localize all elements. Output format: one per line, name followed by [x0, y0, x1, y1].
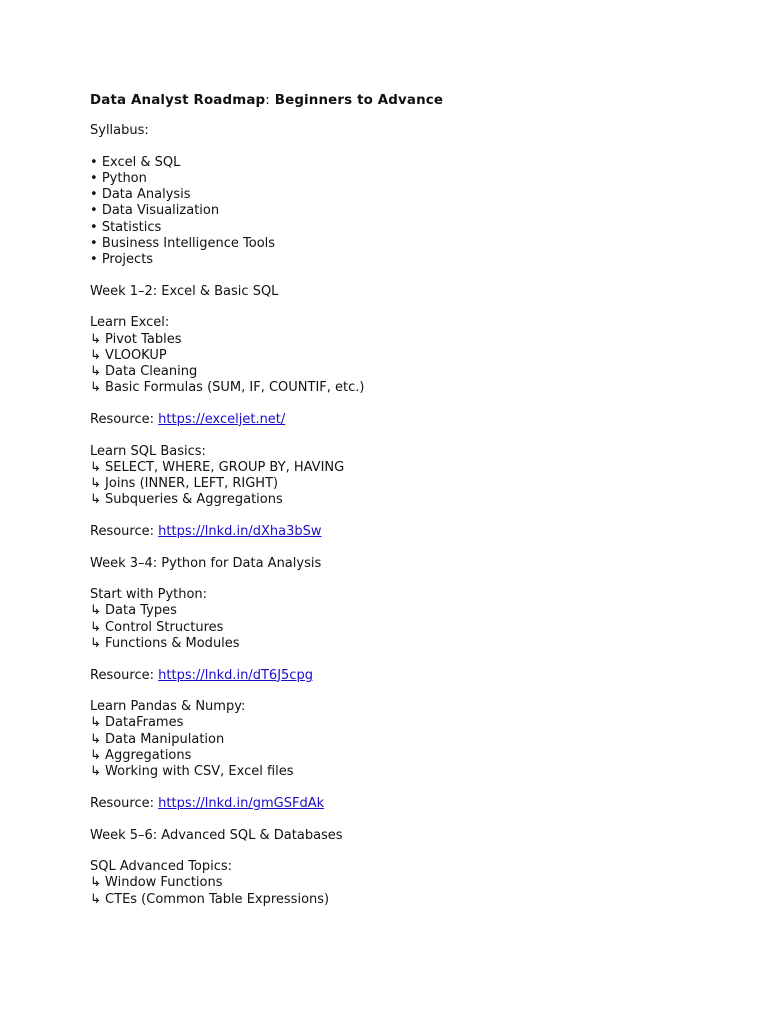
arrow-icon: ↳ [90, 603, 101, 619]
topic-label: Working with CSV, Excel files [105, 764, 294, 780]
section-heading: Learn SQL Basics: [90, 443, 206, 459]
spacer [90, 572, 730, 588]
week-heading: Week 3–4: Python for Data Analysis [90, 555, 322, 571]
arrow-icon: ↳ [90, 619, 101, 635]
resource-line [90, 796, 730, 812]
arrow-icon: ↳ [90, 347, 101, 363]
section-heading: Start with Python: [90, 587, 208, 603]
week-heading: Week 5–6: Advanced SQL & Databases [90, 827, 343, 843]
topic-item [90, 364, 730, 380]
resource-label: Resource: [90, 523, 154, 539]
topic-label: VLOOKUP [105, 347, 167, 363]
topic-item [90, 764, 730, 780]
bullet-glyph: • [90, 154, 98, 170]
topic-item [90, 875, 730, 891]
bullet-glyph: • [90, 203, 98, 219]
syllabus-item [90, 252, 730, 268]
document-page [90, 92, 730, 908]
bullet-glyph: • [90, 235, 98, 251]
syllabus-item-label: Data Analysis [101, 187, 191, 203]
topic-item [90, 460, 730, 476]
arrow-icon: ↳ [90, 731, 101, 747]
spacer [90, 139, 730, 155]
topic-label: Data Cleaning [105, 363, 198, 379]
topic-label: Window Functions [105, 875, 223, 891]
page-title [90, 92, 730, 110]
title-part-2: Beginners to Advance [274, 93, 444, 108]
spacer [90, 300, 730, 316]
spacer [90, 844, 730, 860]
spacer [90, 652, 730, 668]
syllabus-item [90, 155, 730, 171]
syllabus-item-label: Excel & SQL [101, 154, 181, 170]
topic-item [90, 636, 730, 652]
topic-item [90, 603, 730, 619]
syllabus-item-label: Data Visualization [101, 203, 220, 219]
arrow-icon: ↳ [90, 715, 101, 731]
spacer [90, 428, 730, 444]
spacer [90, 268, 730, 284]
topic-label: Pivot Tables [105, 331, 182, 347]
topic-item [90, 892, 730, 908]
resource-link-excel[interactable]: https://exceljet.net/ [158, 411, 286, 427]
syllabus-item-label: Business Intelligence Tools [101, 235, 276, 251]
topic-label: Aggregations [105, 747, 192, 763]
arrow-icon: ↳ [90, 875, 101, 891]
section-heading: SQL Advanced Topics: [90, 859, 233, 875]
topic-item [90, 715, 730, 731]
syllabus-item [90, 187, 730, 203]
syllabus-list [90, 155, 730, 268]
topic-item [90, 492, 730, 508]
spacer [90, 396, 730, 412]
bullet-glyph: • [90, 251, 98, 267]
spacer [90, 812, 730, 828]
syllabus-item [90, 220, 730, 236]
resource-link-pandas[interactable]: https://lnkd.in/gmGSFdAk [158, 795, 325, 811]
topic-label: SELECT, WHERE, GROUP BY, HAVING [105, 459, 345, 475]
week-heading: Week 1–2: Excel & Basic SQL [90, 283, 279, 299]
syllabus-item [90, 171, 730, 187]
arrow-icon: ↳ [90, 747, 101, 763]
title-separator: : [265, 93, 270, 108]
section-heading: Learn Pandas & Numpy: [90, 699, 246, 715]
arrow-icon: ↳ [90, 891, 101, 907]
topic-item [90, 732, 730, 748]
topic-label: Joins (INNER, LEFT, RIGHT) [105, 475, 279, 491]
topic-item [90, 332, 730, 348]
arrow-icon: ↳ [90, 492, 101, 508]
resource-line [90, 668, 730, 684]
resource-line [90, 412, 730, 428]
syllabus-heading: Syllabus: [90, 123, 149, 138]
bullet-glyph: • [90, 219, 98, 235]
arrow-icon: ↳ [90, 363, 101, 379]
spacer [90, 684, 730, 700]
resource-label: Resource: [90, 667, 154, 683]
arrow-icon: ↳ [90, 380, 101, 396]
topic-label: Functions & Modules [105, 635, 240, 651]
spacer [90, 540, 730, 556]
topic-item [90, 348, 730, 364]
topic-item [90, 620, 730, 636]
topic-item [90, 380, 730, 396]
section-heading: Learn Excel: [90, 315, 170, 331]
topic-label: Control Structures [105, 619, 224, 635]
arrow-icon: ↳ [90, 475, 101, 491]
resource-line [90, 524, 730, 540]
topic-label: Data Types [105, 603, 177, 619]
resource-link-sql[interactable]: https://lnkd.in/dXha3bSw [158, 523, 322, 539]
bullet-glyph: • [90, 170, 98, 186]
syllabus-item-label: Python [101, 170, 147, 186]
topic-label: CTEs (Common Table Expressions) [105, 891, 330, 907]
topic-label: DataFrames [105, 715, 184, 731]
resource-link-python[interactable]: https://lnkd.in/dT6J5cpg [158, 667, 313, 683]
arrow-icon: ↳ [90, 764, 101, 780]
syllabus-item [90, 203, 730, 219]
topic-label: Basic Formulas (SUM, IF, COUNTIF, etc.) [105, 380, 365, 396]
bullet-glyph: • [90, 187, 98, 203]
resource-label: Resource: [90, 411, 154, 427]
topic-label: Data Manipulation [105, 731, 225, 747]
spacer [90, 780, 730, 796]
syllabus-item-label: Statistics [101, 219, 162, 235]
resource-label: Resource: [90, 795, 154, 811]
topic-item [90, 748, 730, 764]
arrow-icon: ↳ [90, 331, 101, 347]
syllabus-item-label: Projects [101, 251, 154, 267]
spacer [90, 508, 730, 524]
topic-item [90, 476, 730, 492]
title-part-1: Data Analyst Roadmap [90, 93, 266, 108]
topic-label: Subqueries & Aggregations [105, 492, 283, 508]
arrow-icon: ↳ [90, 459, 101, 475]
arrow-icon: ↳ [90, 635, 101, 651]
syllabus-item [90, 236, 730, 252]
